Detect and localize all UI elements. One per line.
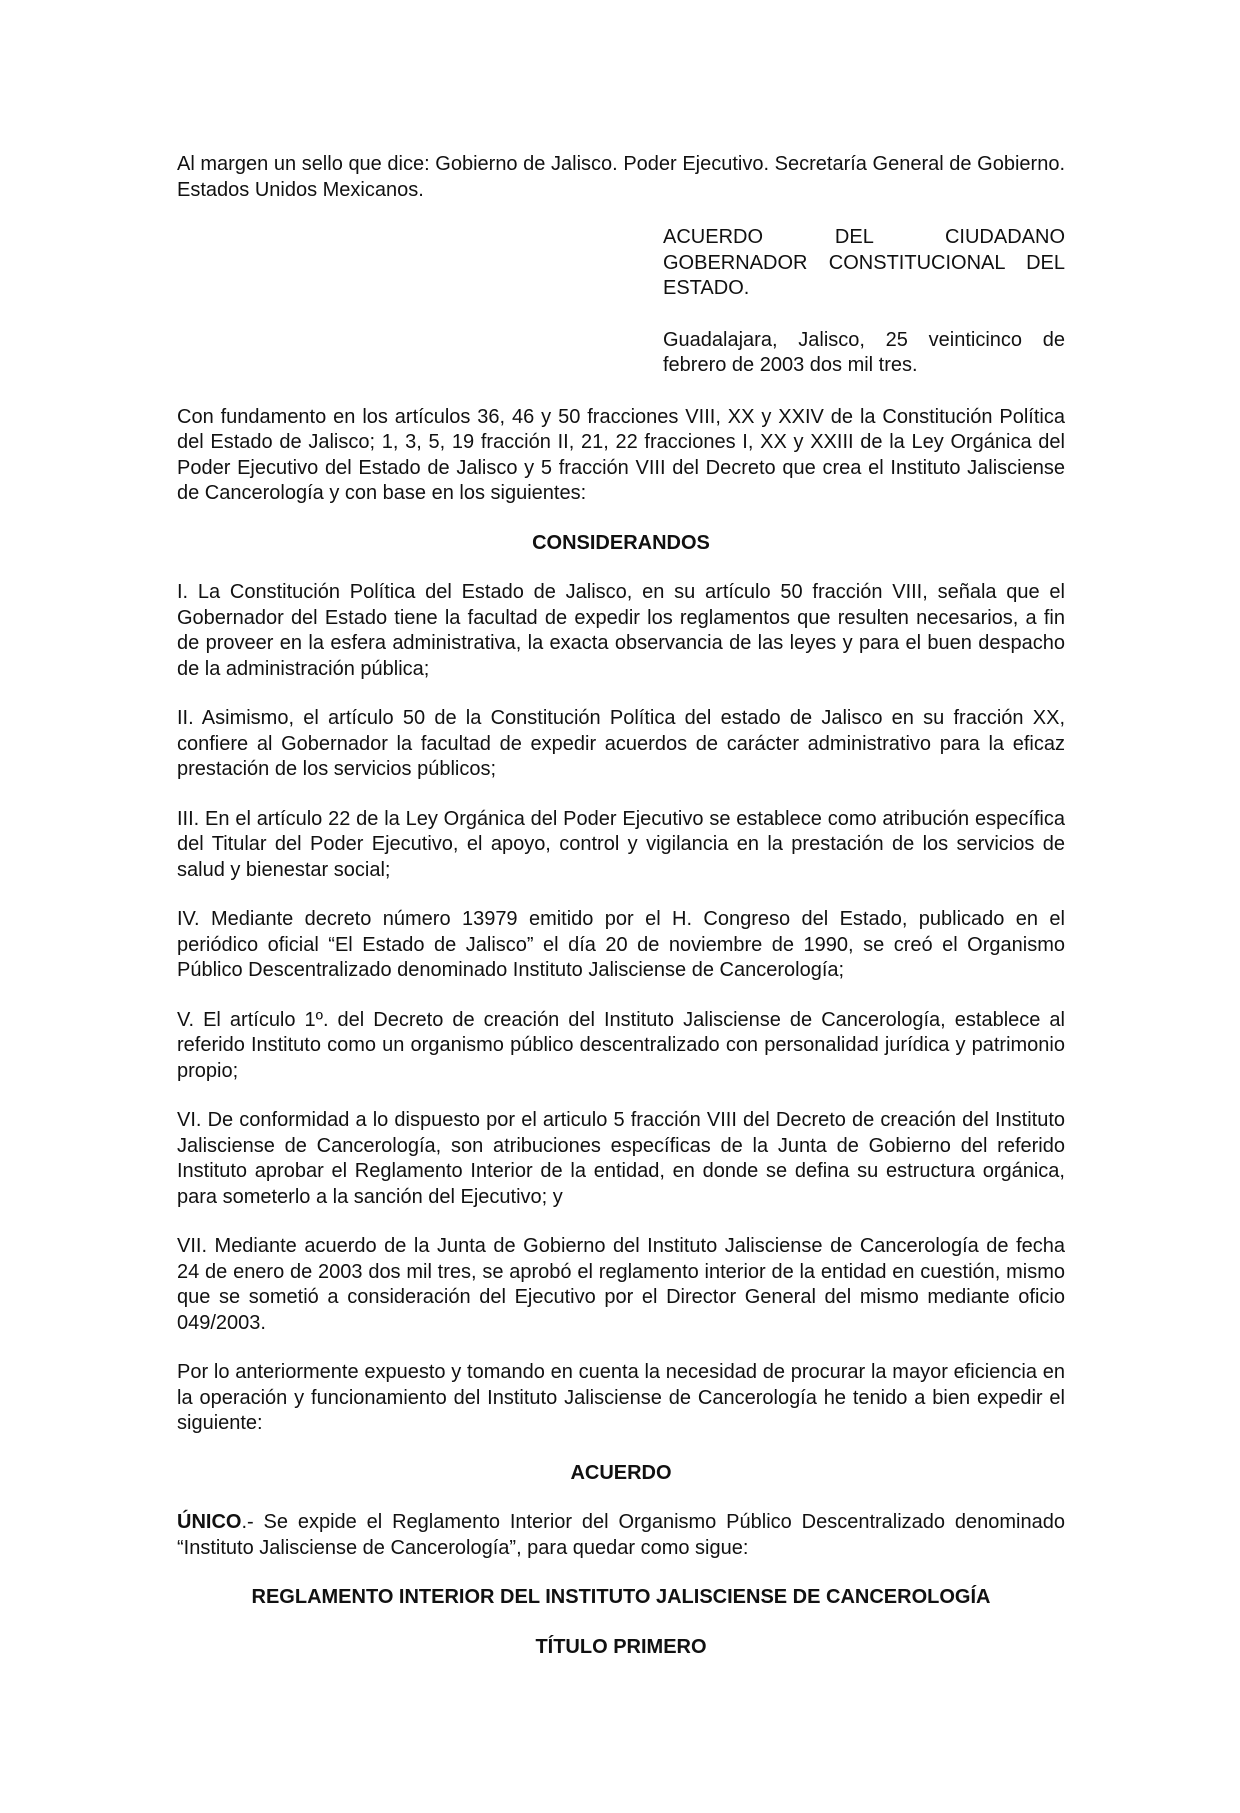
unico-label: ÚNICO [177, 1511, 242, 1533]
considerando-iii: III. En el artículo 22 de la Ley Orgánica del Poder Ejecutivo se establece como atribución específica del Titular del Poder Ejecutivo, el apoyo, control y vigilancia en la prestación de los servicios de salud y bienestar social; [177, 807, 1065, 881]
considerando-vii: VII. Mediante acuerdo de la Junta de Gobierno del Instituto Jalisciense de Cancerología de fecha 24 de enero de 2003 dos mil tres, se aprobó el reglamento interior de la entidad en cuestión, mismo que se sometió a consideración del Ejecutivo por el Director General del mismo mediante oficio 049/2003. [177, 1235, 1065, 1334]
considerando-i: I. La Constitución Política del Estado de Jalisco, en su artículo 50 fracción VIII, señala que el Gobernador del Estado tiene la facultad de expedir los reglamentos que resulten necesarios, a fin de proveer en la esfera administrativa, la exacta observancia de las leyes y para el buen despacho de la administración pública; [177, 581, 1065, 680]
document-body [177, 152, 1065, 1660]
reglamento-heading: REGLAMENTO INTERIOR DEL INSTITUTO JALISCIENSE DE CANCEROLOGÍA [251, 1586, 991, 1608]
considerando-v: V. El artículo 1º. del Decreto de creación del Instituto Jalisciense de Cancerología, establece al referido Instituto como un organismo público descentralizado con personalidad jurídica y patrimonio propio; [177, 1008, 1065, 1082]
agreement-title: ACUERDO DEL CIUDADANO GOBERNADOR CONSTITUCIONAL DEL ESTADO. [663, 226, 1065, 299]
considerando-iv: IV. Mediante decreto número 13979 emitido por el H. Congreso del Estado, publicado en el periódico oficial “El Estado de Jalisco” el día 20 de noviembre de 1990, se creó el Organismo Público Descentralizado denominado Instituto Jalisciense de Cancerología; [177, 908, 1065, 981]
titulo-primero-heading: TÍTULO PRIMERO [535, 1635, 707, 1658]
preamble: Por lo anteriormente expuesto y tomando en cuenta la necesidad de procurar la mayor eficiencia en la operación y funcionamiento del Instituto Jalisciense de Cancerología he tenido a bien expedir el siguiente: [177, 1361, 1065, 1434]
considerando-vi: VI. De conformidad a lo dispuesto por el articulo 5 fracción VIII del Decreto de creación del Instituto Jalisciense de Cancerología, son atribuciones específicas de la Junta de Gobierno del referido Instituto aprobar el Reglamento Interior de la entidad, en donde se defina su estructura orgánica, para someterlo a la sanción del Ejecutivo; y [177, 1109, 1065, 1208]
unico-paragraph [177, 1510, 1065, 1561]
legal-foundation: Con fundamento en los artículos 36, 46 y 50 fracciones VIII, XX y XXIV de la Constitución Política del Estado de Jalisco; 1, 3, 5, 19 fracción II, 21, 22 fracciones I, XX y XXIII de la Ley Orgánica del Poder Ejecutivo del Estado de Jalisco y 5 fracción VIII del Decreto que crea el Instituto Jalisciense de Cancerología y con base en los siguientes: [177, 405, 1065, 504]
seal-note: Al margen un sello que dice: Gobierno de Jalisco. Poder Ejecutivo. Secretaría General de Gobierno. Estados Unidos Mexicanos. [177, 153, 1065, 201]
considerandos-heading: CONSIDERANDOS [532, 531, 710, 554]
place-date: Guadalajara, Jalisco, 25 veinticinco de febrero de 2003 dos mil tres. [663, 328, 1065, 376]
agreement-header [663, 225, 1065, 379]
considerando-ii: II. Asimismo, el artículo 50 de la Constitución Política del estado de Jalisco en su fracción XX, confiere al Gobernador la facultad de expedir acuerdos de carácter administrativo para la eficaz prestación de los servicios públicos; [177, 707, 1065, 780]
acuerdo-heading: ACUERDO [570, 1461, 672, 1484]
unico-text: .- Se expide el Reglamento Interior del Organismo Público Descentralizado denominado “Instituto Jalisciense de Cancerología”, para quedar como sigue: [177, 1511, 1065, 1559]
